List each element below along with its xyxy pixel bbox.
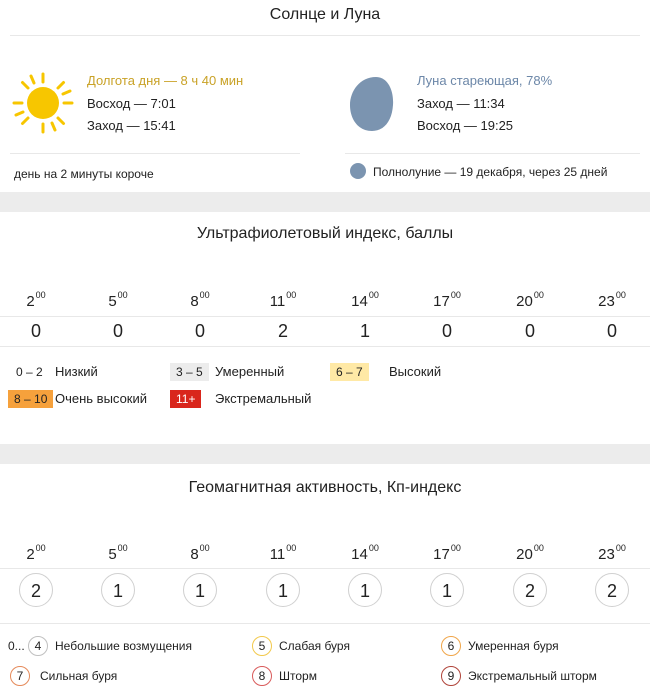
uv-hour-label <box>571 290 650 310</box>
uv-hour-label <box>406 290 488 310</box>
minutes-value: 00 <box>368 290 379 300</box>
kp-legend-circle: 6 <box>441 636 461 656</box>
uv-value: 0 <box>606 321 617 341</box>
minutes-value: 00 <box>286 543 297 553</box>
hour-value: 5 <box>108 546 117 563</box>
hour-value: 8 <box>190 546 199 563</box>
kp-hour-label <box>324 543 406 563</box>
kp-legend-circle: 9 <box>441 666 461 686</box>
kp-title: Геомагнитная активность, Кп-индекс <box>188 479 462 496</box>
uv-legend-label: Экстремальный <box>215 391 312 406</box>
uv-value: 0 <box>441 321 452 341</box>
divider <box>0 316 650 317</box>
uv-legend-range: 8 – 10 <box>8 390 53 408</box>
hour-value: 23 <box>598 546 615 563</box>
kp-value-circle: 1 <box>183 573 217 607</box>
kp-hour-label <box>406 543 488 563</box>
minutes-value: 00 <box>450 290 461 300</box>
hour-value: 17 <box>433 293 450 310</box>
uv-hour-label <box>489 290 571 310</box>
hour-value: 23 <box>598 293 615 310</box>
uv-legend-label: Высокий <box>389 364 442 379</box>
minutes-value: 00 <box>117 290 128 300</box>
kp-value-circle: 1 <box>266 573 300 607</box>
uv-legend-label: Умеренный <box>215 364 285 379</box>
minutes-value: 00 <box>533 543 544 553</box>
sun-icon <box>12 72 74 134</box>
minutes-value: 00 <box>368 543 379 553</box>
sunset: Заход — 15:41 <box>87 118 176 133</box>
kp-hour-label <box>77 543 159 563</box>
hour-value: 11 <box>269 293 286 310</box>
uv-hour-label <box>242 290 324 310</box>
day-length: Долгота дня — 8 ч 40 мин <box>87 73 244 88</box>
kp-legend-label: Умеренная буря <box>468 639 559 653</box>
kp-hour-label <box>159 543 241 563</box>
uv-hour-label <box>0 290 77 310</box>
uv-legend-range: 0 – 2 <box>10 363 49 381</box>
uv-hour-label <box>324 290 406 310</box>
uv-value: 0 <box>30 321 41 341</box>
minutes-value: 00 <box>199 290 210 300</box>
kp-legend-label: Шторм <box>279 669 317 683</box>
hour-value: 20 <box>516 546 533 563</box>
kp-legend-circle: 8 <box>252 666 272 686</box>
kp-hour-label <box>0 543 77 563</box>
hour-value: 8 <box>190 293 199 310</box>
kp-value-circle: 1 <box>348 573 382 607</box>
moonrise: Восход — 19:25 <box>417 118 514 133</box>
kp-legend-label: Экстремальный шторм <box>468 669 597 683</box>
minutes-value: 00 <box>450 543 461 553</box>
uv-hour-label <box>159 290 241 310</box>
moonset: Заход — 11:34 <box>417 96 505 111</box>
hour-value: 17 <box>433 546 450 563</box>
kp-legend-label: Сильная буря <box>40 669 118 683</box>
minutes-value: 00 <box>117 543 128 553</box>
uv-value: 1 <box>359 321 370 341</box>
kp-legend-circle: 7 <box>10 666 30 686</box>
hour-value: 5 <box>108 293 117 310</box>
kp-value-circle: 1 <box>430 573 464 607</box>
moon-icon <box>348 75 396 133</box>
kp-value-circle: 2 <box>513 573 547 607</box>
kp-legend-label: Небольшие возмущения <box>55 639 192 653</box>
kp-hour-label <box>489 543 571 563</box>
divider <box>10 153 300 154</box>
uv-hour-label <box>77 290 159 310</box>
divider <box>345 153 640 154</box>
kp-legend-prefix: 0... <box>8 639 25 653</box>
uv-legend-range: 11+ <box>170 390 201 408</box>
hour-value: 2 <box>26 293 35 310</box>
kp-legend-circle: 4 <box>28 636 48 656</box>
uv-value: 0 <box>112 321 123 341</box>
minutes-value: 00 <box>286 290 297 300</box>
uv-value: 2 <box>277 321 288 341</box>
uv-value: 0 <box>194 321 205 341</box>
hour-value: 2 <box>26 546 35 563</box>
section-separator <box>0 444 650 464</box>
day-change: день на 2 минуты короче <box>14 167 154 181</box>
uv-value: 0 <box>524 321 535 341</box>
kp-legend-circle: 5 <box>252 636 272 656</box>
uv-legend-range: 6 – 7 <box>330 363 369 381</box>
moon-phase: Луна стареющая, 78% <box>417 73 553 88</box>
uv-title: Ультрафиолетовый индекс, баллы <box>196 225 454 242</box>
minutes-value: 00 <box>35 290 46 300</box>
uv-legend-label: Очень высокий <box>55 391 148 406</box>
hour-value: 14 <box>351 546 368 563</box>
kp-value-circle: 2 <box>19 573 53 607</box>
full-moon-icon <box>350 163 366 179</box>
minutes-value: 00 <box>199 543 210 553</box>
kp-hour-label <box>571 543 650 563</box>
kp-value-circle: 2 <box>595 573 629 607</box>
divider <box>0 346 650 347</box>
minutes-value: 00 <box>615 543 626 553</box>
hour-value: 14 <box>351 293 368 310</box>
divider <box>0 623 650 624</box>
hour-value: 20 <box>516 293 533 310</box>
minutes-value: 00 <box>35 543 46 553</box>
hour-value: 11 <box>269 546 286 563</box>
sun-moon-title: Солнце и Луна <box>269 6 381 23</box>
uv-legend-range: 3 – 5 <box>170 363 209 381</box>
kp-legend-label: Слабая буря <box>279 639 350 653</box>
divider <box>10 35 640 36</box>
sunrise: Восход — 7:01 <box>87 96 176 111</box>
uv-legend-label: Низкий <box>55 364 98 379</box>
minutes-value: 00 <box>615 290 626 300</box>
kp-value-circle: 1 <box>101 573 135 607</box>
minutes-value: 00 <box>533 290 544 300</box>
full-moon: Полнолуние — 19 декабря, через 25 дней <box>373 165 608 179</box>
kp-hour-label <box>242 543 324 563</box>
divider <box>0 568 650 569</box>
section-separator <box>0 192 650 212</box>
